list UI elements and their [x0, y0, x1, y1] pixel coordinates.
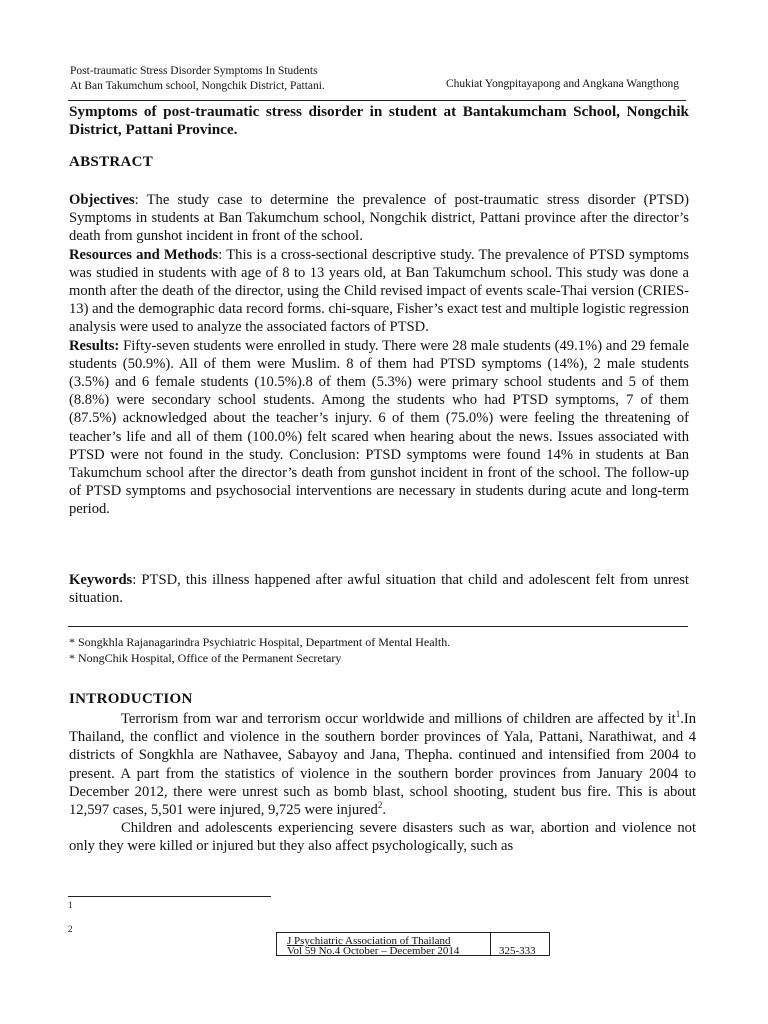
- methods-label: Resources and Methods: [69, 246, 219, 263]
- keywords-label: Keywords: [69, 572, 133, 588]
- objectives-label: Objectives: [69, 192, 135, 208]
- citation-1: 1: [675, 709, 681, 720]
- abstract-results: [69, 337, 689, 519]
- abstract-heading: ABSTRACT: [69, 154, 154, 170]
- intro-text-b: .In Thailand, the conflict and violence in the southern border provinces of Yala, Pattani, Narathiwat, and 4 districts of Songkhla are Nathavee, Sabayoy and Jana, Thepha. continued and intensified from 2004 to present. A part from the statistics of violence in the southern border provinces from January 2004 to December 2012, there were unrest such as bomb blast, school shooting, student bus fire. This is about 12,597 cases, 5,501 were injured, 9,725 were injured: [69, 711, 696, 819]
- intro-text-c: .: [382, 802, 386, 819]
- affiliation-rule: [68, 626, 688, 627]
- objectives-text: : The study case to determine the prevalence of post-traumatic stress disorder (PTSD) Symptoms in students at Ban Takumchum school, Nongchik district, Pattani province after the director’s death from gunshot incident in front of the school.: [69, 192, 689, 245]
- abstract-methods: [69, 246, 689, 337]
- introduction-heading: INTRODUCTION: [69, 691, 193, 707]
- results-label: Results:: [69, 337, 120, 354]
- running-header-line-2: At Ban Takumchum school, Nongchik District, Pattani.: [70, 79, 325, 92]
- running-header-line-1: Post-traumatic Stress Disorder Symptoms In Students: [70, 65, 318, 77]
- journal-name: J Psychiatric Association of Thailand: [287, 935, 451, 947]
- methods-text: : This is a cross-sectional descriptive study. The prevalence of PTSD symptoms was studied in students with age of 8 to 13 years old, at Ban Takumchum school. This study was done a month after the death of the director, using the Child revised impact of events scale-Thai version (CRIES-13) and the demographic data record forms. chi-square, Fisher’s exact test and multiple logistic regression analysis were used to analyze the associated factors of PTSD.: [69, 246, 690, 336]
- abstract-objectives: [69, 191, 689, 246]
- footnote-1: 1: [68, 900, 73, 910]
- introduction-paragraph-2: Children and adolescents experiencing severe disasters such as war, abortion and violence not only they were killed or injured but they also affect psychologically, such as: [69, 820, 696, 855]
- affiliation-1: * Songkhla Rajanagarindra Psychiatric Hospital, Department of Mental Health.: [69, 635, 451, 649]
- journal-divider: [490, 933, 491, 955]
- running-header-authors: Chukiat Yongpitayapong and Angkana Wangthong: [446, 78, 679, 90]
- paper-title: Symptoms of post-traumatic stress disorder in student at Bantakumcham School, Nongchik District, Pattani Province.: [69, 103, 689, 138]
- results-text: Fifty-seven students were enrolled in study. There were 28 male students (49.1%) and 29 female students (50.9%). All of them were Muslim. 8 of them had PTSD symptoms (14%), 2 male students (3.5%) and 6 female students (10.5%).8 of them (5.3%) were primary school students and 5 of them (8.8%) were secondary school students. Among the students who had PTSD symptoms, 7 of them (87.5%) acknowledged about the teacher’s injury. 6 of them (75.0%) were feeling the threatening of teacher’s life and all of them (100.0%) felt scared when hearing about the news. Issues associated with PTSD were not found in the study. Conclusion: PTSD symptoms were found 14% in students at Ban Takumchum school after the director’s death from gunshot incident in front of the school. The follow-up of PTSD symptoms and psychosocial interventions are necessary in students during acute and long-term period.: [69, 337, 689, 518]
- introduction-body: [69, 710, 696, 856]
- footnote-2: 2: [68, 924, 73, 934]
- citation-2: 2: [377, 800, 383, 811]
- affiliations: [69, 634, 450, 666]
- journal-pages: 325-333: [499, 945, 536, 957]
- affiliation-2: * NongChik Hospital, Office of the Permanent Secretary: [69, 651, 342, 665]
- header-rule: [68, 100, 686, 101]
- running-header-title: [70, 64, 325, 93]
- keywords-text: : PTSD, this illness happened after awful situation that child and adolescent felt from unrest situation.: [69, 572, 689, 607]
- journal-footer: [276, 932, 550, 956]
- intro-text-a: Terrorism from war and terrorism occur worldwide and millions of children are affected by it: [121, 711, 676, 727]
- journal-volume: Vol 59 No.4 October – December 2014: [287, 945, 460, 957]
- abstract-body: [69, 191, 689, 519]
- footnote-rule: [68, 896, 271, 897]
- introduction-paragraph-1: [69, 710, 696, 819]
- keywords: [69, 571, 689, 607]
